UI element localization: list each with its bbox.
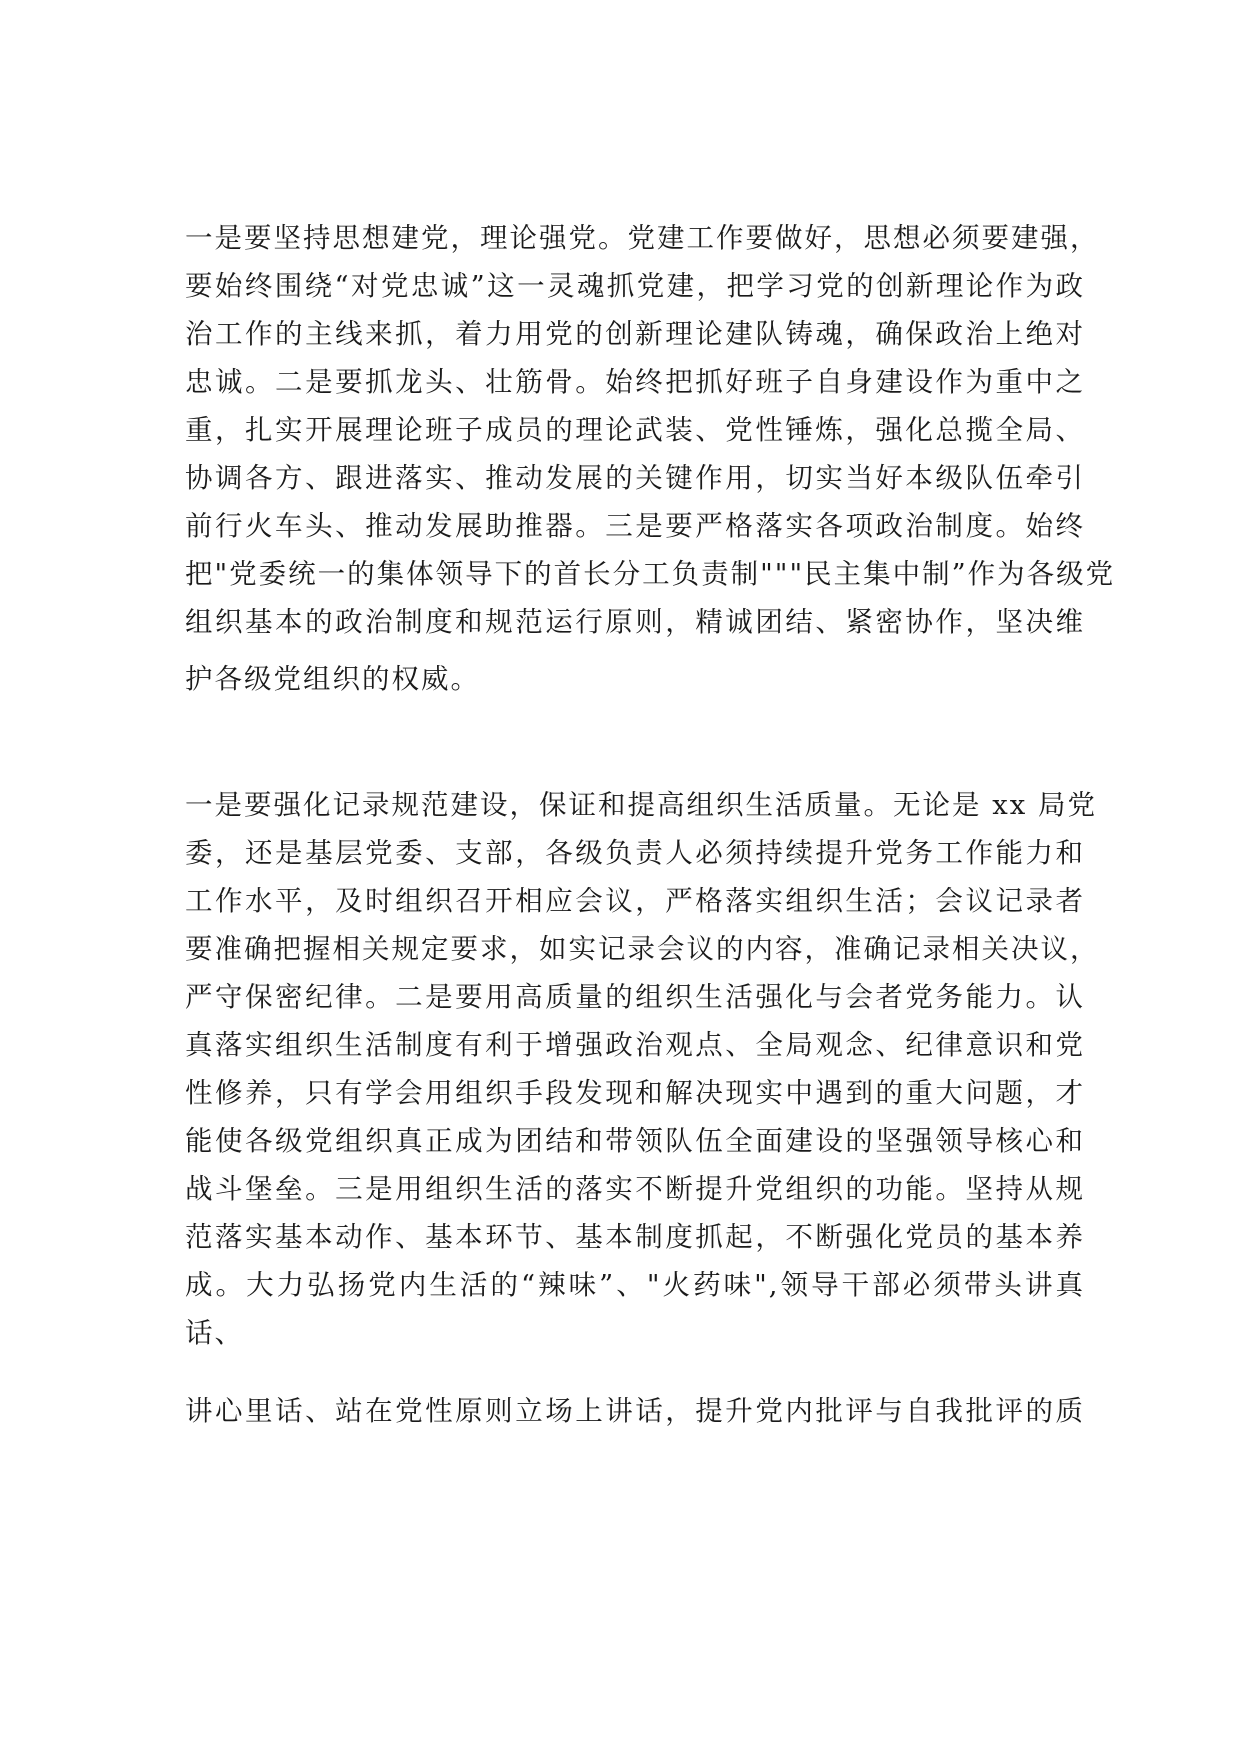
paragraph-line: 工作水平，及时组织召开相应会议，严格落实组织生活；会议记录者 [185, 885, 1085, 917]
paragraph-line: 委，还是基层党委、支部，各级负责人必须持续提升党务工作能力和 [185, 837, 1085, 869]
paragraph-line: 一是要强化记录规范建设，保证和提高组织生活质量。无论是 xx 局党 [185, 789, 1097, 821]
paragraph-line: 前行火车头、推动发展助推器。三是要严格落实各项政治制度。始终 [185, 510, 1085, 542]
paragraph-line: 严守保密纪律。二是要用高质量的组织生活强化与会者党务能力。认 [185, 981, 1085, 1013]
paragraph-line: 成。大力弘扬党内生活的“辣味”、"火药味",领导干部必须带头讲真 [185, 1269, 1085, 1301]
paragraph-line: 重，扎实开展理论班子成员的理论武装、党性锤炼，强化总揽全局、 [185, 414, 1085, 446]
paragraph-line: 要始终围绕“对党忠诚”这一灵魂抓党建，把学习党的创新理论作为政 [185, 270, 1085, 302]
paragraph-line: 讲心里话、站在党性原则立场上讲话，提升党内批评与自我批评的质 [185, 1395, 1085, 1427]
paragraph-line: 把"党委统一的集体领导下的首长分工负责制"""民主集中制”作为各级党 [185, 558, 1116, 590]
paragraph-line: 要准确把握相关规定要求，如实记录会议的内容，准确记录相关决议， [185, 933, 1100, 965]
paragraph-line: 组织基本的政治制度和规范运行原则，精诚团结、紧密协作，坚决维 [185, 606, 1085, 638]
paragraph-line: 协调各方、跟进落实、推动发展的关键作用，切实当好本级队伍牵引 [185, 462, 1085, 494]
paragraph-line: 真落实组织生活制度有利于增强政治观点、全局观念、纪律意识和党 [185, 1029, 1085, 1061]
paragraph-line: 护各级党组织的权威。 [185, 663, 480, 695]
paragraph-line: 战斗堡垒。三是用组织生活的落实不断提升党组织的功能。坚持从规 [185, 1173, 1085, 1205]
paragraph-line: 性修养，只有学会用组织手段发现和解决现实中遇到的重大问题，才 [185, 1077, 1085, 1109]
paragraph-line: 治工作的主线来抓，着力用党的创新理论建队铸魂，确保政治上绝对 [185, 318, 1085, 350]
paragraph-line: 忠诚。二是要抓龙头、壮筋骨。始终把抓好班子自身建设作为重中之 [185, 366, 1085, 398]
paragraph-line: 话、 [185, 1317, 244, 1349]
paragraph-line: 能使各级党组织真正成为团结和带领队伍全面建设的坚强领导核心和 [185, 1125, 1085, 1157]
paragraph-line: 范落实基本动作、基本环节、基本制度抓起，不断强化党员的基本养 [185, 1221, 1085, 1253]
paragraph-line: 一是要坚持思想建党，理论强党。党建工作要做好，思想必须要建强， [185, 222, 1100, 254]
